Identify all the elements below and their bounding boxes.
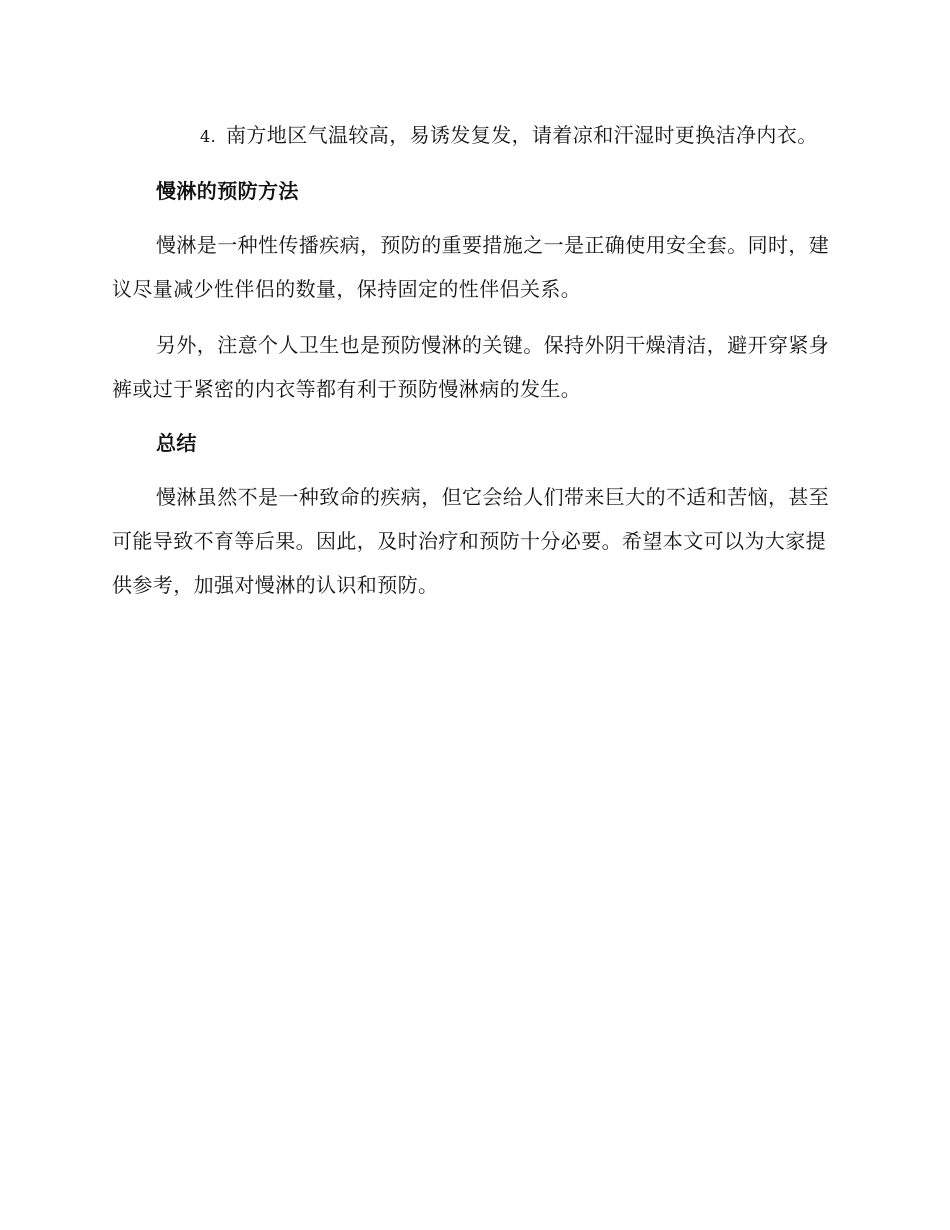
list-item-number: 4. xyxy=(200,127,217,146)
section-heading-summary: 总结 xyxy=(156,431,197,455)
section-heading-prevention: 慢淋的预防方法 xyxy=(156,179,299,203)
list-item-4 xyxy=(112,113,832,159)
paragraph-prevention-2: 另外，注意个人卫生也是预防慢淋的关键。保持外阴干燥清洁，避开穿紧身裤或过于紧密的内衣等都有利于预防慢淋病的发生。 xyxy=(112,333,830,401)
list-item-text: 南方地区气温较高，易诱发复发，请着凉和汗湿时更换洁净内衣。 xyxy=(226,123,818,147)
paragraph-prevention-1: 慢淋是一种性传播疾病，预防的重要措施之一是正确使用安全套。同时，建议尽量减少性伴侣的数量，保持固定的性伴侣关系。 xyxy=(112,233,830,301)
document-body xyxy=(112,113,832,607)
paragraph-summary-1: 慢淋虽然不是一种致命的疾病，但它会给人们带来巨大的不适和苦恼，甚至可能导致不育等后果。因此，及时治疗和预防十分必要。希望本文可以为大家提供参考，加强对慢淋的认识和预防。 xyxy=(112,485,830,597)
